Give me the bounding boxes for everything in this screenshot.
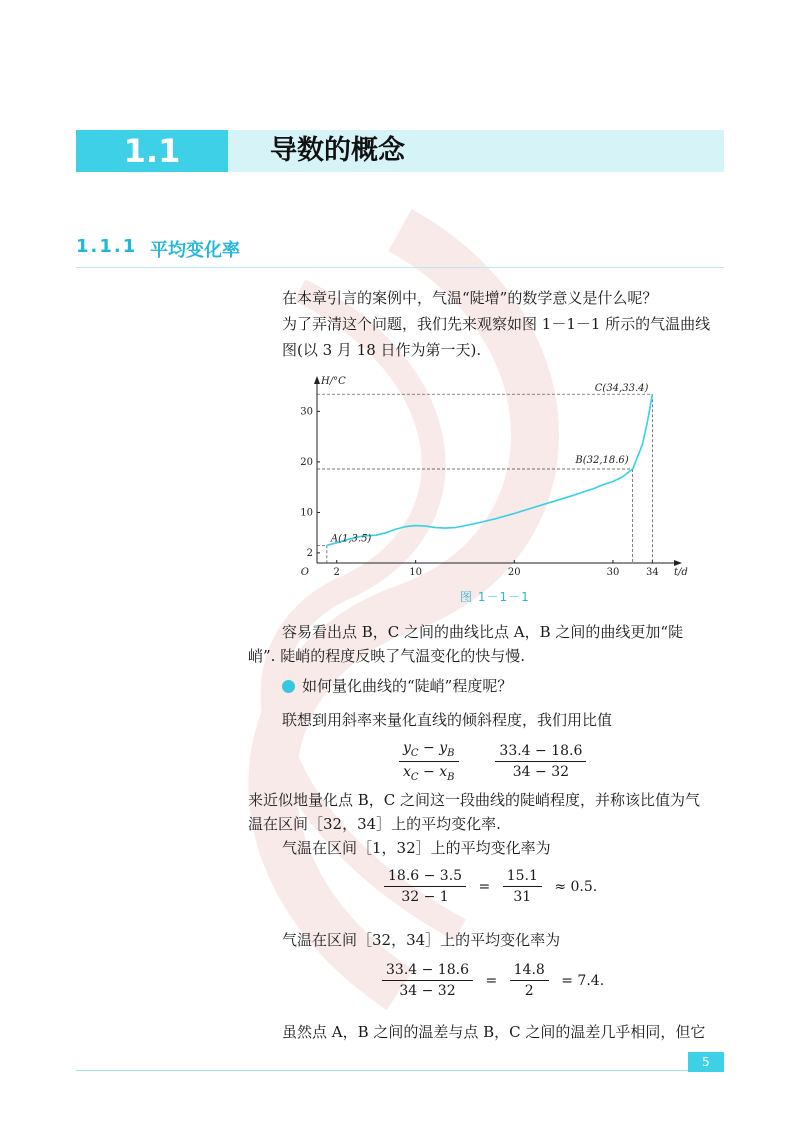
- formula-rate-1-32: $\frac{18.6 - 3.5}{32 - 1}$ = $\frac{15.1}{31}$ ≈ 0.5.: [380, 868, 601, 905]
- question-bullet-icon: [282, 680, 295, 693]
- temperature-curve: [327, 394, 653, 545]
- x-tick-label: 2: [333, 567, 340, 578]
- x-axis-label: t/d: [674, 567, 688, 578]
- figure-caption: 图 1－1－1: [460, 590, 530, 604]
- paragraph-compare-line1: 容易看出点 B，C 之间的曲线比点 A，B 之间的曲线更加“陡: [282, 623, 684, 641]
- section-number: 1.1: [123, 132, 181, 170]
- y-tick-label: 10: [300, 507, 313, 519]
- paragraph-approx-line1: 来近似地量化点 B，C 之间这一段曲线的陡峭程度，并称该比值为气: [248, 791, 701, 809]
- point-label: B(32,18.6): [575, 454, 629, 466]
- paragraph-slope: 联想到用斜率来量化直线的倾斜程度，我们用比值: [282, 711, 613, 729]
- point-label: C(34,33.4): [594, 383, 649, 395]
- x-tick-label: 30: [606, 567, 620, 578]
- paragraph-approx-line2: 温在区间［32，34］上的平均变化率.: [248, 815, 501, 833]
- y-axis-label: H/°C: [321, 376, 346, 387]
- paragraph-conclusion: 虽然点 A，B 之间的温差与点 B，C 之间的温差几乎相同，但它: [282, 1023, 706, 1041]
- page-number: 5: [688, 1052, 724, 1072]
- paragraph-intro: 在本章引言的案例中，气温“陡增”的数学意义是什么呢？: [282, 289, 658, 307]
- origin-label: O: [300, 567, 309, 578]
- paragraph-rate-32-34: 气温在区间［32，34］上的平均变化率为: [282, 931, 561, 949]
- section-title: 导数的概念: [270, 135, 405, 166]
- y-tick-label: 30: [300, 406, 313, 418]
- temperature-curve-chart: [292, 368, 692, 583]
- paragraph-compare-line2: 峭”. 陡峭的程度反映了气温变化的快与慢.: [248, 647, 525, 665]
- x-tick-label: 10: [409, 567, 423, 578]
- y-tick-label: 20: [300, 456, 313, 468]
- paragraph-observe-line2: 图(以 3 月 18 日作为第一天).: [282, 341, 482, 359]
- y-tick-label: 2: [306, 547, 313, 559]
- x-tick-label: 34: [646, 567, 659, 578]
- formula-ratio: $\frac{y_C - y_B}{x_C - x_B}$ $\frac{33.4 - 18.6}{34 - 32}$: [395, 740, 590, 783]
- x-tick-label: 20: [507, 567, 521, 578]
- subsection-divider: [76, 267, 724, 268]
- question-text: 如何量化曲线的“陡峭”程度呢？: [302, 677, 513, 695]
- formula-rate-32-34: $\frac{33.4 - 18.6}{34 - 32}$ = $\frac{14.8}{2}$ = 7.4.: [378, 962, 608, 999]
- paragraph-rate-1-32: 气温在区间［1，32］上的平均变化率为: [282, 839, 551, 857]
- subsection-number: 1.1.1: [76, 236, 138, 257]
- y-axis-arrow: [314, 376, 320, 384]
- subsection-title: 平均变化率: [150, 240, 240, 261]
- footer-rule: [76, 1070, 724, 1071]
- paragraph-observe-line1: 为了弄清这个问题，我们先来观察如图 1－1－1 所示的气温曲线: [282, 315, 711, 333]
- x-axis-arrow: [674, 560, 682, 566]
- point-label: A(1,3.5): [330, 533, 372, 545]
